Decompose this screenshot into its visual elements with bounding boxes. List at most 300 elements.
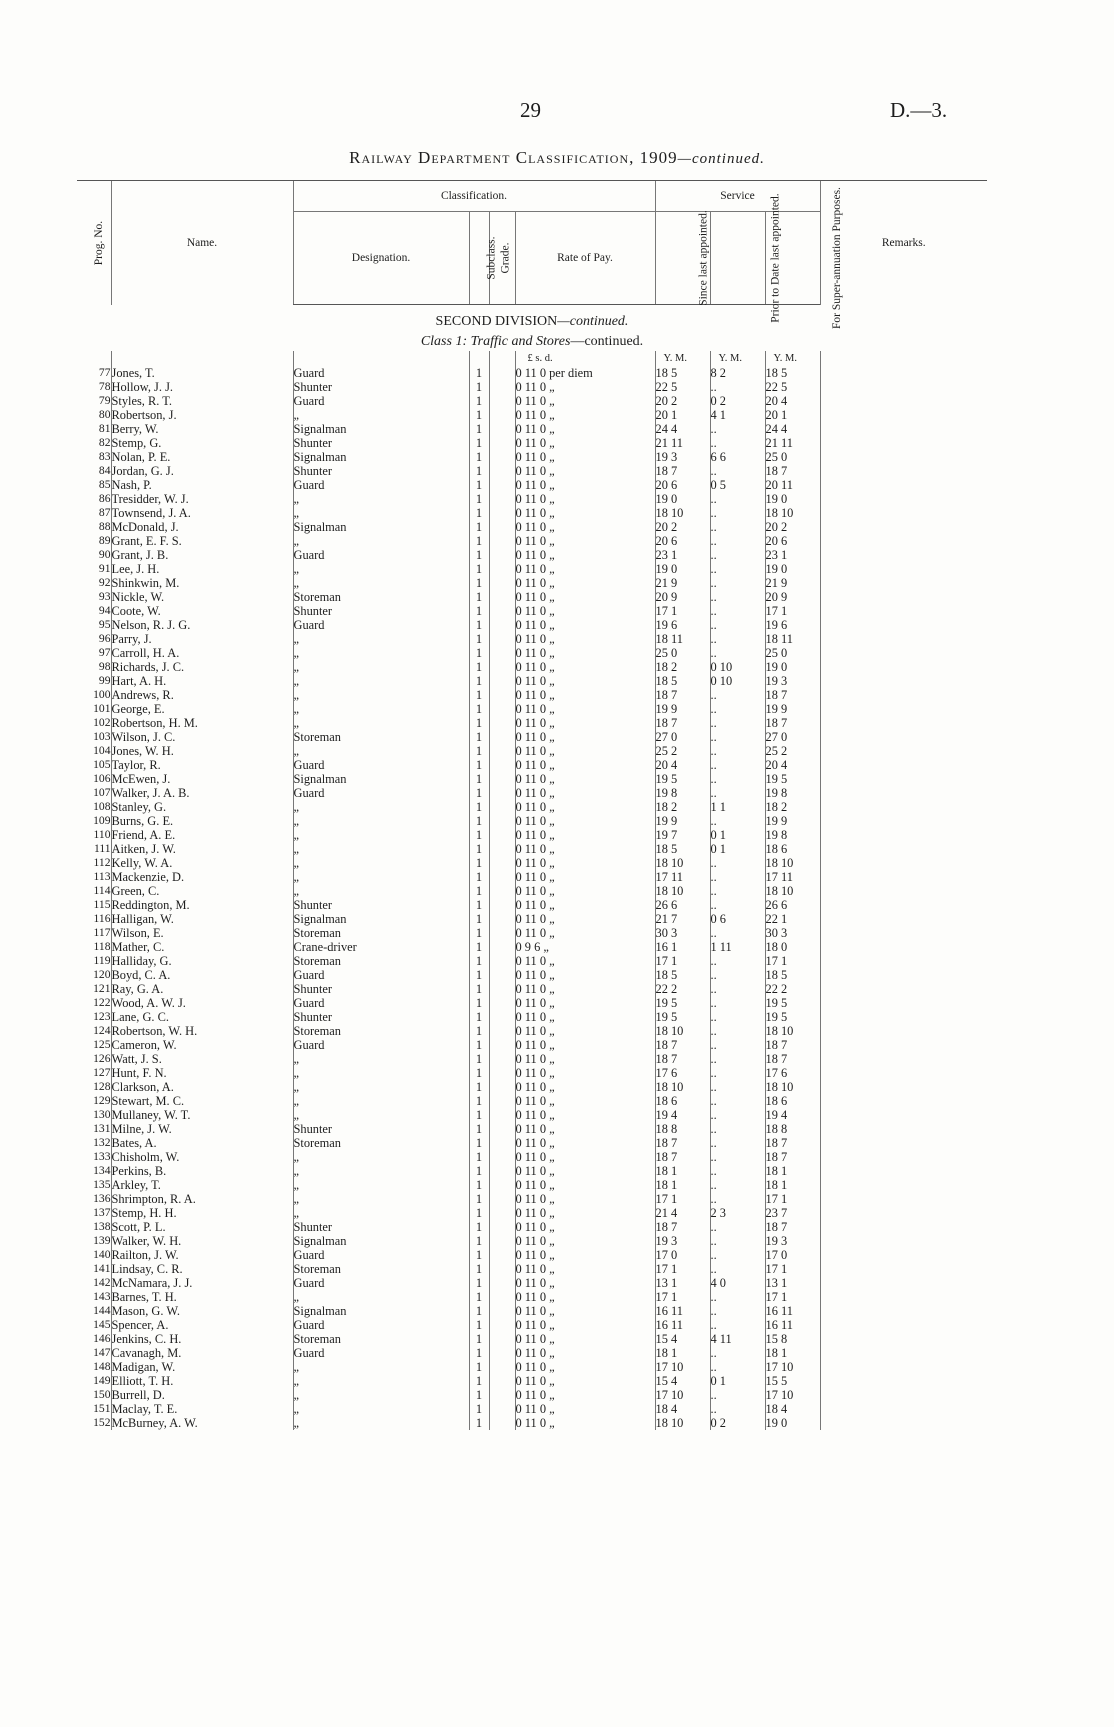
grade (489, 1248, 515, 1262)
grade (489, 506, 515, 520)
employee-name: Carroll, H. A. (111, 646, 293, 660)
prog-no: 118 (93, 940, 111, 953)
subclass: 1 (469, 744, 489, 758)
service-since-last: 18 10 (655, 1080, 710, 1094)
subclass: 1 (469, 730, 489, 744)
employee-name: Hart, A. H. (111, 674, 293, 688)
grade (489, 1276, 515, 1290)
employee-name: Nelson, R. J. G. (111, 618, 293, 632)
service-prior: .. (710, 1290, 765, 1304)
employee-name: Friend, A. E. (111, 828, 293, 842)
table-row (77, 1388, 987, 1402)
remarks (820, 1304, 987, 1318)
service-superannuation: 18 7 (765, 1220, 820, 1234)
grade (489, 1332, 515, 1346)
service-prior: .. (710, 464, 765, 478)
service-superannuation: 18 2 (765, 800, 820, 814)
employee-name: Ray, G. A. (111, 982, 293, 996)
service-superannuation: 18 1 (765, 1178, 820, 1192)
table-row (77, 422, 987, 436)
grade (489, 604, 515, 618)
designation: Guard (293, 478, 469, 492)
table-row (77, 940, 987, 954)
table-row (77, 590, 987, 604)
subclass: 1 (469, 1262, 489, 1276)
remarks (820, 870, 987, 884)
prog-no: 144 (93, 1304, 111, 1317)
document-reference: D.—3. (890, 98, 948, 122)
employee-name: Boyd, C. A. (111, 968, 293, 982)
service-superannuation: 20 6 (765, 534, 820, 548)
employee-name: Nash, P. (111, 478, 293, 492)
prog-no: 117 (93, 926, 111, 939)
service-superannuation: 23 7 (765, 1206, 820, 1220)
table-row (77, 1192, 987, 1206)
table-row (77, 478, 987, 492)
grade (489, 1094, 515, 1108)
rate-of-pay: 0 11 0 „ (515, 1122, 655, 1136)
subclass: 1 (469, 688, 489, 702)
employee-name: George, E. (111, 702, 293, 716)
grade (489, 996, 515, 1010)
rate-of-pay: 0 11 0 „ (515, 884, 655, 898)
rate-of-pay: 0 11 0 „ (515, 1150, 655, 1164)
table-row (77, 548, 987, 562)
designation: „ (293, 800, 469, 814)
table-row (77, 366, 987, 380)
prog-no: 140 (93, 1248, 111, 1261)
designation: Signalman (293, 422, 469, 436)
service-prior: 0 10 (710, 660, 765, 674)
prog-no: 137 (93, 1206, 111, 1219)
prog-no: 124 (93, 1024, 111, 1037)
service-prior: .. (710, 1094, 765, 1108)
service-since-last: 18 4 (655, 1402, 710, 1416)
designation: Storeman (293, 1136, 469, 1150)
subclass: 1 (469, 842, 489, 856)
grade (489, 1374, 515, 1388)
header-prior-to: Prior to Date last appointed. (710, 212, 765, 305)
employee-name: Jones, W. H. (111, 744, 293, 758)
designation: „ (293, 828, 469, 842)
grade (489, 1220, 515, 1234)
service-superannuation: 19 0 (765, 562, 820, 576)
prog-no: 103 (93, 730, 111, 743)
rate-of-pay: 0 11 0 „ (515, 604, 655, 618)
subclass: 1 (469, 562, 489, 576)
subclass: 1 (469, 940, 489, 954)
designation: „ (293, 884, 469, 898)
rate-of-pay: 0 11 0 „ (515, 1094, 655, 1108)
service-superannuation: 15 8 (765, 1332, 820, 1346)
remarks (820, 1234, 987, 1248)
rate-of-pay: 0 11 0 „ (515, 450, 655, 464)
service-since-last: 16 1 (655, 940, 710, 954)
service-prior: .. (710, 730, 765, 744)
service-prior: .. (710, 576, 765, 590)
grade (489, 366, 515, 380)
designation: „ (293, 1094, 469, 1108)
employee-name: Stemp, H. H. (111, 1206, 293, 1220)
rate-of-pay: 0 11 0 „ (515, 548, 655, 562)
service-superannuation: 19 0 (765, 492, 820, 506)
service-since-last: 18 2 (655, 800, 710, 814)
table-row (77, 1374, 987, 1388)
designation: „ (293, 632, 469, 646)
prog-no: 142 (93, 1276, 111, 1289)
prog-no: 149 (93, 1374, 111, 1387)
subclass: 1 (469, 422, 489, 436)
service-prior: .. (710, 618, 765, 632)
remarks (820, 1150, 987, 1164)
remarks (820, 1290, 987, 1304)
subclass: 1 (469, 366, 489, 380)
designation: „ (293, 1052, 469, 1066)
employee-name: McNamara, J. J. (111, 1276, 293, 1290)
rate-of-pay: 0 11 0 „ (515, 856, 655, 870)
designation: Shunter (293, 380, 469, 394)
remarks (820, 534, 987, 548)
subclass: 1 (469, 1024, 489, 1038)
remarks (820, 380, 987, 394)
service-superannuation: 19 3 (765, 674, 820, 688)
service-since-last: 19 7 (655, 828, 710, 842)
subclass: 1 (469, 1066, 489, 1080)
service-superannuation: 17 1 (765, 954, 820, 968)
table-row (77, 520, 987, 534)
service-superannuation: 20 11 (765, 478, 820, 492)
service-superannuation: 25 0 (765, 450, 820, 464)
service-superannuation: 30 3 (765, 926, 820, 940)
designation: „ (293, 1108, 469, 1122)
prog-no: 114 (93, 884, 111, 897)
service-prior: .. (710, 646, 765, 660)
designation: Shunter (293, 1220, 469, 1234)
remarks (820, 772, 987, 786)
rate-of-pay: 0 11 0 „ (515, 1192, 655, 1206)
grade (489, 772, 515, 786)
service-since-last: 18 5 (655, 968, 710, 982)
header-grade: Grade. (489, 212, 515, 305)
service-since-last: 22 2 (655, 982, 710, 996)
service-superannuation: 16 11 (765, 1304, 820, 1318)
service-superannuation: 19 5 (765, 772, 820, 786)
service-superannuation: 19 4 (765, 1108, 820, 1122)
table-row (77, 716, 987, 730)
grade (489, 1402, 515, 1416)
prog-no: 129 (93, 1094, 111, 1107)
grade (489, 842, 515, 856)
designation: Signalman (293, 1234, 469, 1248)
remarks (820, 604, 987, 618)
table-row (77, 1108, 987, 1122)
designation: „ (293, 1290, 469, 1304)
table-row (77, 814, 987, 828)
rate-of-pay: 0 11 0 „ (515, 1206, 655, 1220)
table-row (77, 884, 987, 898)
service-prior: .. (710, 422, 765, 436)
table-row (77, 702, 987, 716)
rate-of-pay: 0 11 0 „ (515, 772, 655, 786)
subclass: 1 (469, 1332, 489, 1346)
service-since-last: 25 2 (655, 744, 710, 758)
service-prior: .. (710, 492, 765, 506)
designation: „ (293, 408, 469, 422)
employee-name: Wilson, J. C. (111, 730, 293, 744)
grade (489, 422, 515, 436)
subclass: 1 (469, 1346, 489, 1360)
designation: Shunter (293, 982, 469, 996)
grade (489, 478, 515, 492)
header-classification: Classification. (293, 181, 655, 212)
prog-no: 105 (93, 758, 111, 771)
designation: „ (293, 1066, 469, 1080)
employee-name: Watt, J. S. (111, 1052, 293, 1066)
employee-name: Wood, A. W. J. (111, 996, 293, 1010)
rate-of-pay: 0 11 0 „ (515, 1360, 655, 1374)
table-row (77, 968, 987, 982)
service-prior: .. (710, 702, 765, 716)
subclass: 1 (469, 982, 489, 996)
service-superannuation: 21 9 (765, 576, 820, 590)
service-superannuation: 18 7 (765, 1052, 820, 1066)
designation: „ (293, 1402, 469, 1416)
table-row (77, 1136, 987, 1150)
remarks (820, 1108, 987, 1122)
employee-name: Bates, A. (111, 1136, 293, 1150)
service-since-last: 17 10 (655, 1388, 710, 1402)
subclass: 1 (469, 604, 489, 618)
service-since-last: 20 6 (655, 478, 710, 492)
subclass: 1 (469, 576, 489, 590)
service-prior: .. (710, 1360, 765, 1374)
prog-no: 132 (93, 1136, 111, 1149)
service-superannuation: 18 4 (765, 1402, 820, 1416)
subclass: 1 (469, 716, 489, 730)
remarks (820, 1346, 987, 1360)
rate-of-pay: 0 11 0 „ (515, 1262, 655, 1276)
designation: Guard (293, 758, 469, 772)
rate-of-pay: 0 11 0 „ (515, 1234, 655, 1248)
prog-no: 106 (93, 772, 111, 785)
prog-no: 136 (93, 1192, 111, 1205)
designation: „ (293, 1164, 469, 1178)
designation: „ (293, 534, 469, 548)
rate-of-pay: 0 11 0 „ (515, 1164, 655, 1178)
service-since-last: 20 9 (655, 590, 710, 604)
prog-no: 87 (98, 506, 111, 519)
employee-name: Parry, J. (111, 632, 293, 646)
grade (489, 1122, 515, 1136)
rate-of-pay: 0 11 0 „ (515, 688, 655, 702)
header-service: Service (655, 181, 820, 212)
prog-no: 82 (98, 436, 111, 449)
grade (489, 548, 515, 562)
subclass: 1 (469, 436, 489, 450)
prog-no: 111 (93, 842, 111, 855)
service-prior: 0 5 (710, 478, 765, 492)
table-row (77, 1346, 987, 1360)
header-subclass: Subclass. (469, 212, 489, 305)
service-prior: .. (710, 1402, 765, 1416)
grade (489, 1080, 515, 1094)
grade (489, 1178, 515, 1192)
prog-no: 120 (93, 968, 111, 981)
service-since-last: 18 7 (655, 1038, 710, 1052)
service-prior: 0 1 (710, 1374, 765, 1388)
employee-name: Robertson, W. H. (111, 1024, 293, 1038)
designation: Guard (293, 996, 469, 1010)
service-prior: .. (710, 1066, 765, 1080)
subclass: 1 (469, 1052, 489, 1066)
rate-of-pay: 0 11 0 „ (515, 506, 655, 520)
prog-no: 125 (93, 1038, 111, 1051)
employee-name: Berry, W. (111, 422, 293, 436)
rate-of-pay: 0 11 0 „ (515, 1374, 655, 1388)
service-superannuation: 24 4 (765, 422, 820, 436)
prog-no: 109 (93, 814, 111, 827)
table-row (77, 632, 987, 646)
rate-of-pay: 0 11 0 „ (515, 996, 655, 1010)
subclass: 1 (469, 1136, 489, 1150)
prog-no: 133 (93, 1150, 111, 1163)
grade (489, 926, 515, 940)
remarks (820, 688, 987, 702)
designation: Shunter (293, 464, 469, 478)
designation: „ (293, 1178, 469, 1192)
grade (489, 1108, 515, 1122)
grade (489, 1388, 515, 1402)
table-row (77, 786, 987, 800)
rate-of-pay: 0 11 0 „ (515, 646, 655, 660)
table-row (77, 646, 987, 660)
rate-of-pay: 0 11 0 „ (515, 576, 655, 590)
rate-of-pay: 0 11 0 „ (515, 1290, 655, 1304)
remarks (820, 1374, 987, 1388)
grade (489, 632, 515, 646)
grade (489, 450, 515, 464)
money-units: £ s. d. (515, 351, 655, 366)
rate-of-pay: 0 11 0 „ (515, 758, 655, 772)
service-since-last: 18 1 (655, 1178, 710, 1192)
employee-name: Clarkson, A. (111, 1080, 293, 1094)
service-superannuation: 17 1 (765, 1192, 820, 1206)
service-since-last: 18 10 (655, 856, 710, 870)
service-since-last: 30 3 (655, 926, 710, 940)
rate-of-pay: 0 11 0 „ (515, 534, 655, 548)
service-since-last: 18 7 (655, 464, 710, 478)
grade (489, 534, 515, 548)
service-since-last: 18 11 (655, 632, 710, 646)
service-superannuation: 18 1 (765, 1346, 820, 1360)
employee-name: Reddington, M. (111, 898, 293, 912)
service-since-last: 17 10 (655, 1360, 710, 1374)
rate-of-pay: 0 11 0 „ (515, 730, 655, 744)
prog-no: 94 (98, 604, 111, 617)
designation: Storeman (293, 590, 469, 604)
rate-of-pay: 0 11 0 „ (515, 1388, 655, 1402)
remarks (820, 1206, 987, 1220)
employee-name: Nickle, W. (111, 590, 293, 604)
service-since-last: 16 11 (655, 1304, 710, 1318)
subclass: 1 (469, 1094, 489, 1108)
service-prior: .. (710, 744, 765, 758)
employee-name: Kelly, W. A. (111, 856, 293, 870)
service-superannuation: 17 11 (765, 870, 820, 884)
remarks (820, 632, 987, 646)
rate-of-pay: 0 11 0 „ (515, 1332, 655, 1346)
table-row (77, 1178, 987, 1192)
subclass: 1 (469, 772, 489, 786)
table-row (77, 1150, 987, 1164)
service-since-last: 19 3 (655, 450, 710, 464)
remarks (820, 884, 987, 898)
subclass: 1 (469, 814, 489, 828)
remarks (820, 702, 987, 716)
prog-no: 92 (98, 576, 111, 589)
service-since-last: 27 0 (655, 730, 710, 744)
designation: „ (293, 716, 469, 730)
subclass: 1 (469, 870, 489, 884)
prog-no: 90 (98, 548, 111, 561)
service-prior: 0 1 (710, 842, 765, 856)
rate-of-pay: 0 11 0 „ (515, 1346, 655, 1360)
service-prior: .. (710, 548, 765, 562)
employee-name: Arkley, T. (111, 1178, 293, 1192)
grade (489, 982, 515, 996)
grade (489, 394, 515, 408)
service-prior: .. (710, 562, 765, 576)
grade (489, 674, 515, 688)
service-since-last: 21 7 (655, 912, 710, 926)
service-prior: .. (710, 968, 765, 982)
rate-of-pay: 0 11 0 „ (515, 1318, 655, 1332)
designation: Guard (293, 1318, 469, 1332)
prog-no: 110 (93, 828, 111, 841)
designation: Guard (293, 1038, 469, 1052)
prog-no: 147 (93, 1346, 111, 1359)
designation: „ (293, 674, 469, 688)
service-since-last: 15 4 (655, 1374, 710, 1388)
service-superannuation: 19 6 (765, 618, 820, 632)
service-superannuation: 18 8 (765, 1122, 820, 1136)
classification-table (77, 180, 987, 1430)
table-row (77, 870, 987, 884)
service-since-last: 17 11 (655, 870, 710, 884)
table-row (77, 1094, 987, 1108)
rate-of-pay: 0 11 0 „ (515, 898, 655, 912)
service-since-last: 16 11 (655, 1318, 710, 1332)
prog-no: 85 (98, 478, 111, 491)
grade (489, 436, 515, 450)
employee-name: Wilson, E. (111, 926, 293, 940)
header-superannuation: For Super-annuation Purposes. (765, 212, 820, 305)
service-since-last: 19 9 (655, 814, 710, 828)
remarks (820, 744, 987, 758)
designation: Storeman (293, 926, 469, 940)
employee-name: Grant, J. B. (111, 548, 293, 562)
grade (489, 1038, 515, 1052)
service-since-last: 18 5 (655, 842, 710, 856)
prog-no: 131 (93, 1122, 111, 1135)
service-superannuation: 18 7 (765, 1038, 820, 1052)
table-row (77, 576, 987, 590)
subclass: 1 (469, 828, 489, 842)
designation: „ (293, 744, 469, 758)
service-prior: .. (710, 1248, 765, 1262)
service-since-last: 18 10 (655, 1024, 710, 1038)
designation: Guard (293, 968, 469, 982)
